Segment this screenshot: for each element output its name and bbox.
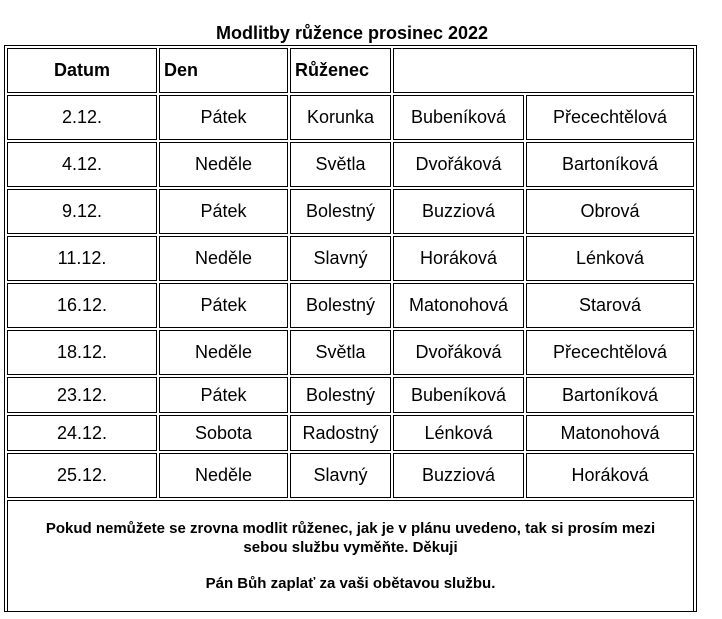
cell-person1: Lénková [393,415,524,451]
table-row [7,415,694,451]
cell-person2: Matonohová [526,415,694,451]
cell-day: Pátek [159,189,288,234]
cell-day: Neděle [159,330,288,375]
note-instruction: Pokud nemůžete se zrovna modlit růženec, jak je v plánu uvedeno, tak si prosím mezi sebou službu vyměňte. Děkuji [45,520,656,556]
cell-date: 25.12. [7,453,157,498]
cell-person1: Horáková [393,236,524,281]
cell-rosary: Slavný [290,236,391,281]
cell-person1: Bubeníková [393,377,524,413]
cell-person2: Obrová [526,189,694,234]
cell-date: 24.12. [7,415,157,451]
cell-person1: Bubeníková [393,95,524,140]
cell-rosary: Světla [290,142,391,187]
schedule-table [5,46,696,614]
cell-person2: Bartoníková [526,142,694,187]
cell-rosary: Korunka [290,95,391,140]
cell-date: 23.12. [7,377,157,413]
cell-day: Neděle [159,142,288,187]
cell-day: Sobota [159,415,288,451]
table-row [7,95,694,140]
table-row [7,377,694,413]
schedule-table-body [7,48,694,612]
cell-date: 16.12. [7,283,157,328]
cell-person2: Starová [526,283,694,328]
table-row [7,453,694,498]
cell-person2: Přecechtělová [526,95,694,140]
cell-day: Neděle [159,453,288,498]
cell-date: 2.12. [7,95,157,140]
cell-person1: Dvořáková [393,330,524,375]
header-date: Datum [7,48,157,93]
table-row [7,142,694,187]
cell-day: Pátek [159,377,288,413]
cell-rosary: Bolestný [290,283,391,328]
note-row [7,500,694,612]
cell-person1: Buzziová [393,453,524,498]
header-extra [393,48,694,93]
cell-day: Neděle [159,236,288,281]
header-rosary: Růženec [290,48,391,93]
cell-person1: Dvořáková [393,142,524,187]
cell-date: 9.12. [7,189,157,234]
cell-rosary: Bolestný [290,377,391,413]
table-row [7,283,694,328]
cell-date: 11.12. [7,236,157,281]
schedule-table-frame [4,45,697,612]
header-row [7,48,694,93]
cell-person2: Bartoníková [526,377,694,413]
cell-date: 4.12. [7,142,157,187]
document-title: Modlitby růžence prosinec 2022 [215,23,489,43]
cell-person1: Buzziová [393,189,524,234]
table-row [7,330,694,375]
table-row [7,236,694,281]
cell-rosary: Světla [290,330,391,375]
cell-rosary: Bolestný [290,189,391,234]
cell-rosary: Slavný [290,453,391,498]
cell-date: 18.12. [7,330,157,375]
cell-rosary: Radostný [290,415,391,451]
header-day: Den [159,48,288,93]
cell-person2: Lénková [526,236,694,281]
cell-day: Pátek [159,283,288,328]
cell-person1: Matonohová [393,283,524,328]
note-cell [7,500,694,612]
cell-person2: Horáková [526,453,694,498]
note-blessing: Pán Bůh zaplať za vaši obětavou službu. [205,575,496,592]
cell-day: Pátek [159,95,288,140]
cell-person2: Přecechtělová [526,330,694,375]
table-row [7,189,694,234]
